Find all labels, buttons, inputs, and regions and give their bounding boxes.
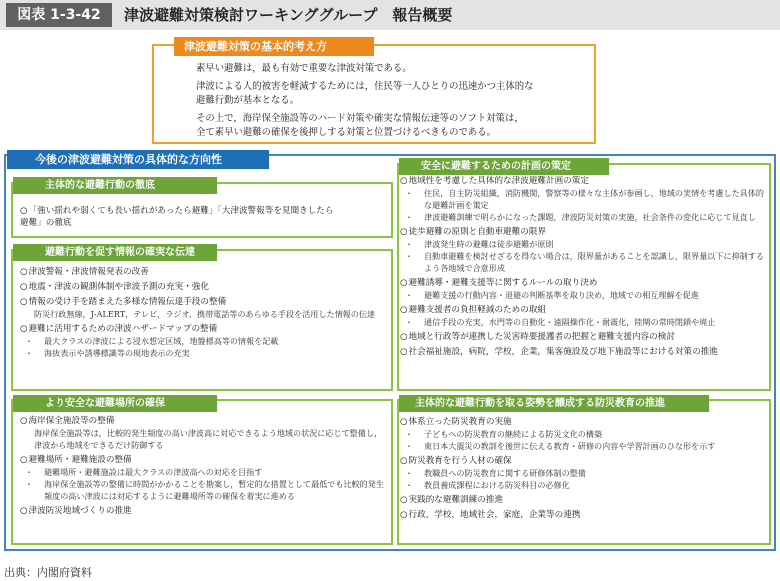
basic-concept-heading: 津波避難対策の基本的考え方	[174, 37, 374, 56]
item-description: 海岸保全施設等は，比較的発生頻度の高い津波高に対応できるよう地域の状況に応じて整備し，津波から地域をできるだけ防御する	[34, 428, 383, 450]
item-bullet	[400, 238, 768, 250]
bullet-dot-icon: ・	[25, 348, 34, 358]
source-note: 出典：内閣府資料	[4, 566, 92, 579]
list-item	[400, 494, 768, 506]
section-content	[20, 415, 388, 517]
basic-line: その上で，海岸保全施設等のハード対策や確実な情報伝達等のソフト対策は， 全て素早い避難の確保を後押しする対策と位置づけるべきものである。	[196, 113, 524, 138]
circle-marker-icon: ○	[400, 176, 408, 186]
bullet-dot-icon: ・	[405, 239, 414, 249]
list-item	[20, 281, 388, 293]
circle-marker-icon: ○	[400, 305, 408, 315]
item-title: ○津波防災地域づくりの推進	[20, 506, 132, 516]
item-title: ○避難場所・避難施設の整備	[20, 455, 132, 465]
item-title: ○地震・津波の観測体制や津波予測の充実・強化	[20, 282, 209, 292]
item-description: 防災行政無線，J-ALERT，テレビ，ラジオ，携帯電話等のあらゆる手段を活用した情報の伝達	[34, 309, 376, 319]
circle-marker-icon: ○	[400, 278, 408, 288]
list-item	[400, 346, 768, 358]
item-bullet	[20, 335, 388, 347]
bullet-dot-icon: ・	[405, 188, 414, 198]
list-item	[400, 304, 768, 328]
circle-marker-icon: ○	[20, 267, 28, 277]
item-bullet	[400, 316, 768, 328]
item-title: ○津波警報・津波情報発表の改善	[20, 267, 149, 277]
bullet-text: 避難場所・避難施設は最大クラスの津波高への対応を目指す	[44, 467, 263, 477]
bullet-text: 最大クラスの津波による浸水想定区域，地盤標高等の情報を記載	[44, 336, 279, 346]
bullet-text: 子どもへの防災教育の継続による防災文化の構築	[424, 429, 603, 439]
list-item	[20, 505, 388, 517]
item-bullet	[400, 250, 768, 274]
bullet-text: 通信手段の充実，水門等の自動化・遠隔操作化・耐震化，陸閘の常時閉鎖や廃止	[424, 317, 716, 327]
bullet-text: 避難支援の行動内容・退避の判断基準を取り決め，地域での相互理解を促進	[424, 290, 699, 300]
circle-marker-icon: ○	[400, 495, 408, 505]
item-title: ○地域と行政等が連携した災害時要援護者の把握と避難支援内容の検討	[400, 332, 675, 342]
item-bullet	[400, 440, 768, 452]
item-bullet	[400, 467, 768, 479]
item-bullet	[20, 478, 388, 502]
item-bullet	[400, 428, 768, 440]
figure-label: 図表 1-3-42	[6, 3, 112, 27]
item-title: ○行政，学校，地域社会，家庭，企業等の連携	[400, 510, 581, 520]
circle-marker-icon: ○	[20, 455, 28, 465]
bullet-text: 教員養成課程における防災科目の必修化	[424, 480, 570, 490]
figure-title: 津波避難対策検討ワーキンググループ 報告概要	[124, 6, 453, 24]
circle-marker-icon: ○	[400, 510, 408, 520]
item-title: ○情報の受け手を踏まえた多様な情報伝達手段の整備	[20, 297, 227, 307]
list-item	[20, 266, 388, 278]
item-title: ○海岸保全施設等の整備	[20, 416, 115, 426]
bullet-text: 教職員への防災教育に関する研修体制の整備	[424, 468, 586, 478]
directions-heading: 今後の津波避難対策の具体的な方向性	[7, 150, 269, 169]
circle-marker-icon: ○	[400, 347, 408, 357]
list-item	[400, 277, 768, 301]
circle-marker-icon: ○	[20, 416, 28, 426]
list-item	[20, 415, 388, 451]
circle-marker-icon: ○	[20, 206, 28, 216]
bullet-text: 自動車避難を検討せざるを得ない場合は，限界量があることを認識し，限界量以下に抑制するよう各地域で合意形成	[424, 251, 764, 273]
circle-marker-icon: ○	[20, 282, 28, 292]
bullet-dot-icon: ・	[405, 441, 414, 451]
item-bullet	[400, 479, 768, 491]
section-heading: 主体的な避難行動の徹底	[13, 177, 217, 194]
list-item	[20, 323, 388, 359]
bullet-dot-icon: ・	[405, 212, 414, 222]
basic-line: 素早い避難は，最も有効で重要な津波対策である。	[196, 63, 412, 74]
item-title: ○防災教育を行う人材の確保	[400, 456, 512, 466]
section-content	[400, 416, 768, 521]
circle-marker-icon: ○	[20, 297, 28, 307]
list-item	[400, 226, 768, 274]
bullet-text: 海抜表示や誘導標識等の現地表示の充実	[44, 348, 190, 358]
list-item	[20, 454, 388, 502]
section-heading: より安全な避難場所の確保	[13, 395, 217, 412]
section-content	[400, 175, 768, 358]
item-bullet	[20, 466, 388, 478]
item-title: ○実践的な避難訓練の推進	[400, 495, 504, 505]
bullet-dot-icon: ・	[405, 468, 414, 478]
bullet-text: 海岸保全施設等の整備に時間がかかることを勘案し，暫定的な措置として最低でも比較的発生頻度の高い津波には対応するように避難場所等の確保を着実に進める	[44, 479, 384, 501]
item-title: ○避難支援者の負担軽減のための取組	[400, 305, 547, 315]
bullet-dot-icon: ・	[25, 467, 34, 477]
item-title: ○地域性を考慮した具体的な津波避難計画の策定	[400, 176, 589, 186]
section-content	[20, 266, 388, 359]
bullet-text: 津波避難訓練で明らかになった課題，津波防災対策の実施，社会条件の変化に応じて見直し	[424, 212, 756, 222]
list-item	[400, 416, 768, 452]
list-item	[400, 455, 768, 491]
item-bullet	[20, 347, 388, 359]
item-title: ○「強い揺れや弱くても長い揺れがあったら避難」「大津波警報等を見聞きしたら 避難」の徹底	[20, 206, 334, 228]
bullet-dot-icon: ・	[405, 290, 414, 300]
circle-marker-icon: ○	[400, 417, 408, 427]
list-item	[400, 175, 768, 223]
list-item	[20, 296, 388, 320]
item-title: ○社会福祉施設，病院，学校，企業，集客施設及び地下施設等における対策の推進	[400, 347, 718, 357]
list-item	[20, 205, 388, 229]
item-bullet	[400, 187, 768, 211]
bullet-dot-icon: ・	[405, 317, 414, 327]
section-content	[20, 205, 388, 229]
bullet-text: 東日本大震災の教訓を後世に伝える教育・研修の内容や学習計画のひな形を示す	[424, 441, 716, 451]
basic-concept-text	[196, 62, 592, 140]
item-title: ○避難誘導・避難支援等に関するルールの取り決め	[400, 278, 598, 288]
bullet-dot-icon: ・	[25, 336, 34, 346]
section-heading: 安全に避難するための計画の策定	[399, 158, 609, 175]
circle-marker-icon: ○	[400, 332, 408, 342]
bullet-dot-icon: ・	[405, 480, 414, 490]
section-heading: 主体的な避難行動を取る姿勢を醸成する防災教育の推進	[399, 395, 709, 412]
section-heading: 避難行動を促す情報の確実な伝達	[13, 244, 217, 261]
list-item	[400, 509, 768, 521]
list-item	[400, 331, 768, 343]
circle-marker-icon: ○	[20, 506, 28, 516]
item-bullet	[400, 211, 768, 223]
item-title: ○体系立った防災教育の実施	[400, 417, 512, 427]
bullet-text: 津波発生時の避難は徒歩避難が原則	[424, 239, 554, 249]
figure-header	[0, 0, 780, 30]
basic-line: 津波による人的被害を軽減するためには，住民等一人ひとりの迅速かつ主体的な 避難行動が基本となる。	[196, 81, 534, 106]
circle-marker-icon: ○	[20, 324, 28, 334]
item-title: ○避難に活用するための津波ハザードマップの整備	[20, 324, 218, 334]
bullet-dot-icon: ・	[25, 479, 34, 489]
item-title: ○徒歩避難の原則と自動車避難の限界	[400, 227, 547, 237]
circle-marker-icon: ○	[400, 456, 408, 466]
bullet-dot-icon: ・	[405, 429, 414, 439]
item-bullet	[400, 289, 768, 301]
circle-marker-icon: ○	[400, 227, 408, 237]
bullet-dot-icon: ・	[405, 251, 414, 261]
bullet-text: 住民，自主防災組織，消防機関，警察等の様々な主体が参画し，地域の実情を考慮した具体的な避難計画を策定	[424, 188, 764, 210]
